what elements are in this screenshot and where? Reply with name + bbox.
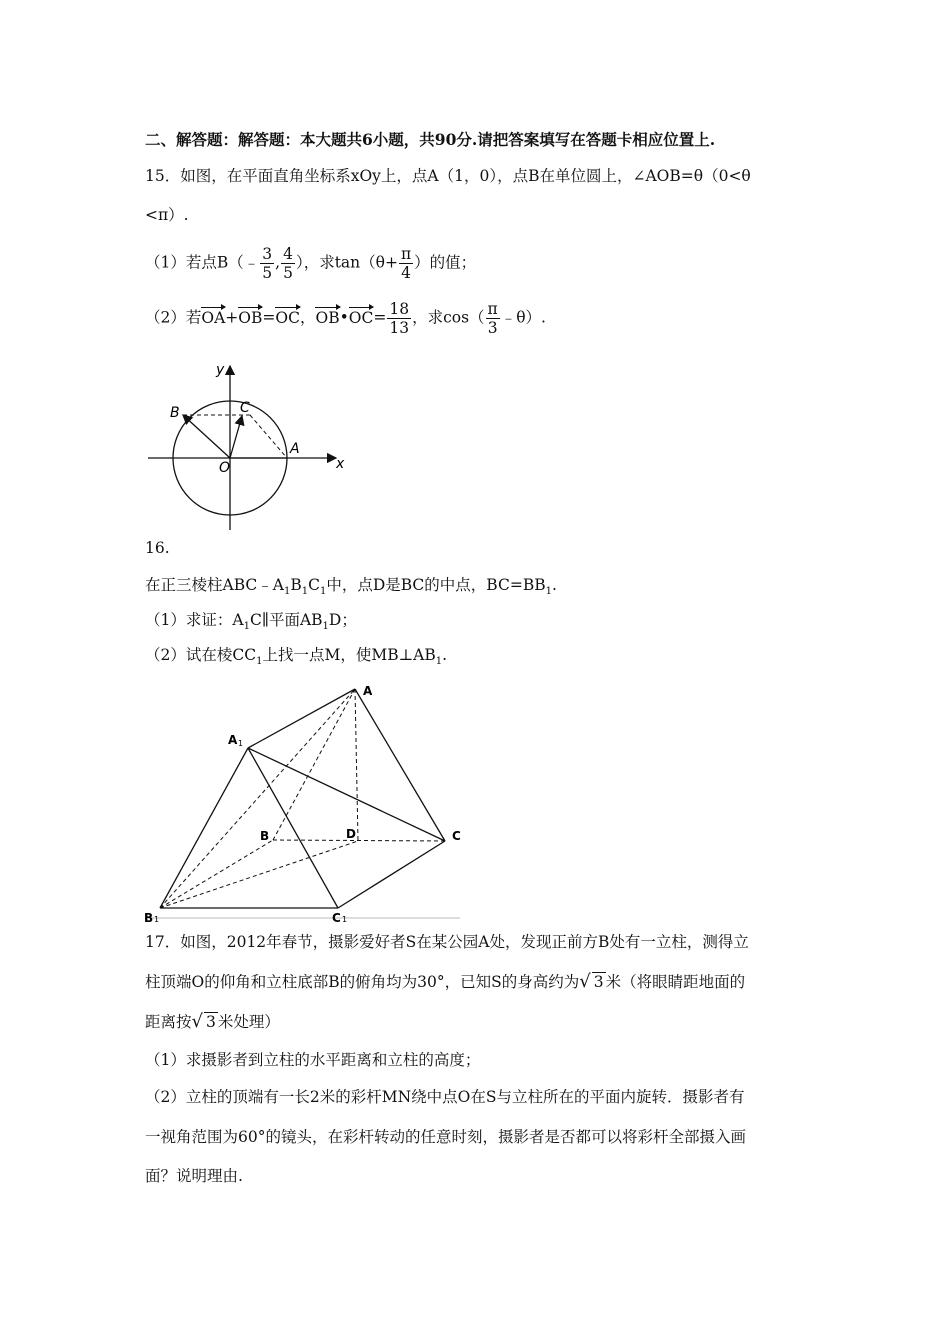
fraction-pi-3 xyxy=(486,300,500,337)
text-run: 米（将眼睛距地面的 xyxy=(605,973,746,991)
text-run: 柱顶端O的仰角和立柱底部B的俯角均为30°，已知S的身高约为 xyxy=(145,973,580,991)
sqrt-radicand: 3 xyxy=(593,973,604,991)
fraction-numerator: 4 xyxy=(283,245,293,263)
comma: ， xyxy=(299,308,316,327)
fraction-numerator: π xyxy=(400,245,412,263)
equals-sign: = xyxy=(262,308,276,327)
vector-ob: OB xyxy=(238,305,262,327)
sqrt-sign: √ xyxy=(579,971,591,992)
subscript: 1 xyxy=(319,586,327,598)
comma: , xyxy=(275,253,281,272)
equals-sign: = xyxy=(373,308,387,327)
prism-figure xyxy=(140,678,470,923)
vector-oa: OA xyxy=(201,305,225,327)
q17-part2-line2: 一视角范围为60°的镜头，在彩杆转动的任意时刻，摄影者是否都可以将彩杆全部摄入画 xyxy=(145,1128,746,1146)
text-run: 距离按 xyxy=(145,1013,192,1031)
label-c1: C xyxy=(332,911,341,923)
q15-part2 xyxy=(145,300,546,337)
text-run: 上找一点M，使MB⊥AB xyxy=(262,646,436,664)
text-run: 中，点D是BC的中点，BC=BB xyxy=(326,576,546,594)
subscript: 1 xyxy=(322,621,329,633)
fraction-denominator: 13 xyxy=(389,319,410,337)
fraction-3-5 xyxy=(260,245,274,282)
q15-p1-suffix: ）的值； xyxy=(414,253,477,272)
q16-part1 xyxy=(145,608,357,632)
q15-line2: <π）. xyxy=(145,206,189,224)
subscript: 1 xyxy=(243,621,250,633)
vector-oc: OC xyxy=(349,305,374,327)
q15-p2-mid: ，求cos（ xyxy=(412,308,485,327)
sqrt-sign: √ xyxy=(191,1011,203,1032)
unit-circle-figure xyxy=(140,360,350,535)
q17-line2 xyxy=(145,970,745,992)
subscript: 1 xyxy=(545,586,552,598)
text-run: C∥平面AB xyxy=(249,611,323,629)
dot-product: • xyxy=(339,308,349,327)
q15-line1: 15．如图，在平面直角坐标系xOy上，点A（1，0），点B在单位圆上，∠AOB=θ（0<θ xyxy=(145,167,751,185)
fraction-denominator: 3 xyxy=(487,319,498,337)
label-b1: B xyxy=(144,911,154,923)
label-b: B xyxy=(260,829,270,843)
text-run: （2）试在棱CC xyxy=(145,646,257,664)
text-run: D； xyxy=(328,611,357,629)
text-run: . xyxy=(551,576,557,594)
text-run: C xyxy=(308,576,320,594)
sqrt-radicand: 3 xyxy=(206,1013,216,1031)
q16-line1 xyxy=(145,573,557,597)
q15-p2-suffix: ﹣θ）. xyxy=(500,308,546,327)
q15-part1 xyxy=(145,245,476,282)
vector-oc: OC xyxy=(275,305,300,327)
label-o: O xyxy=(219,460,231,476)
subscript: 1 xyxy=(435,656,443,668)
dashed-ca xyxy=(250,415,287,458)
q15-p1-mid: ），求tan（θ+ xyxy=(295,253,398,272)
fraction-18-13 xyxy=(387,300,411,337)
subscript: 1 xyxy=(283,586,291,598)
label-c: C xyxy=(452,829,461,843)
q16-part2 xyxy=(145,643,447,667)
fraction-4-5 xyxy=(281,245,295,282)
text-run: （1）求证：A xyxy=(145,611,244,629)
subscript: 1 xyxy=(256,656,263,668)
fraction-numerator: 18 xyxy=(389,300,410,318)
text-run: . xyxy=(442,646,448,664)
fraction-denominator: 5 xyxy=(283,264,293,282)
fraction-numerator: 3 xyxy=(262,245,273,263)
q15-p2-prefix: （2）若 xyxy=(145,308,202,327)
text-run: 在正三棱柱ABC﹣A xyxy=(145,576,284,594)
label-b: B xyxy=(170,405,180,421)
label-a1-sub: 1 xyxy=(238,739,244,748)
label-a: A xyxy=(290,441,300,457)
label-c1-sub: 1 xyxy=(342,915,348,923)
label-b1-sub: 1 xyxy=(154,915,160,923)
label-d: D xyxy=(346,827,356,841)
vector-ob-arrow xyxy=(183,415,230,458)
text-run: 米处理） xyxy=(217,1013,280,1031)
label-a: A xyxy=(363,684,373,698)
label-x: x xyxy=(336,456,345,472)
vector-ob: OB xyxy=(315,305,339,327)
fraction-numerator: π xyxy=(487,300,498,318)
q16-number: 16. xyxy=(145,539,170,557)
fraction-denominator: 5 xyxy=(262,264,273,282)
q17-part1: （1）求摄影者到立柱的水平距离和立柱的高度； xyxy=(145,1051,481,1069)
fraction-pi-4 xyxy=(399,245,413,282)
plus-sign: + xyxy=(225,308,239,327)
q15-p1-prefix: （1）若点B（﹣ xyxy=(145,253,260,272)
q17-line1: 17．如图，2012年春节，摄影爱好者S在某公园A处，发现正前方B处有一立柱，测得立 xyxy=(145,933,749,951)
q17-line3 xyxy=(145,1010,280,1032)
q17-part2-line3: 面？说明理由. xyxy=(145,1167,243,1185)
subscript: 1 xyxy=(301,586,309,598)
text-run: B xyxy=(290,576,302,594)
vector-oc-arrow xyxy=(230,416,242,458)
q17-part2-line1: （2）立柱的顶端有一长2米的彩杆MN绕中点O在S与立柱所在的平面内旋转．摄影者有 xyxy=(145,1088,745,1106)
section-heading: 二、解答题：解答题：本大题共6小题，共90分.请把答案填写在答题卡相应位置上. xyxy=(145,130,716,149)
label-a1: A xyxy=(228,733,238,747)
label-y: y xyxy=(216,362,225,378)
fraction-denominator: 4 xyxy=(401,264,412,282)
label-c: C xyxy=(240,400,250,416)
